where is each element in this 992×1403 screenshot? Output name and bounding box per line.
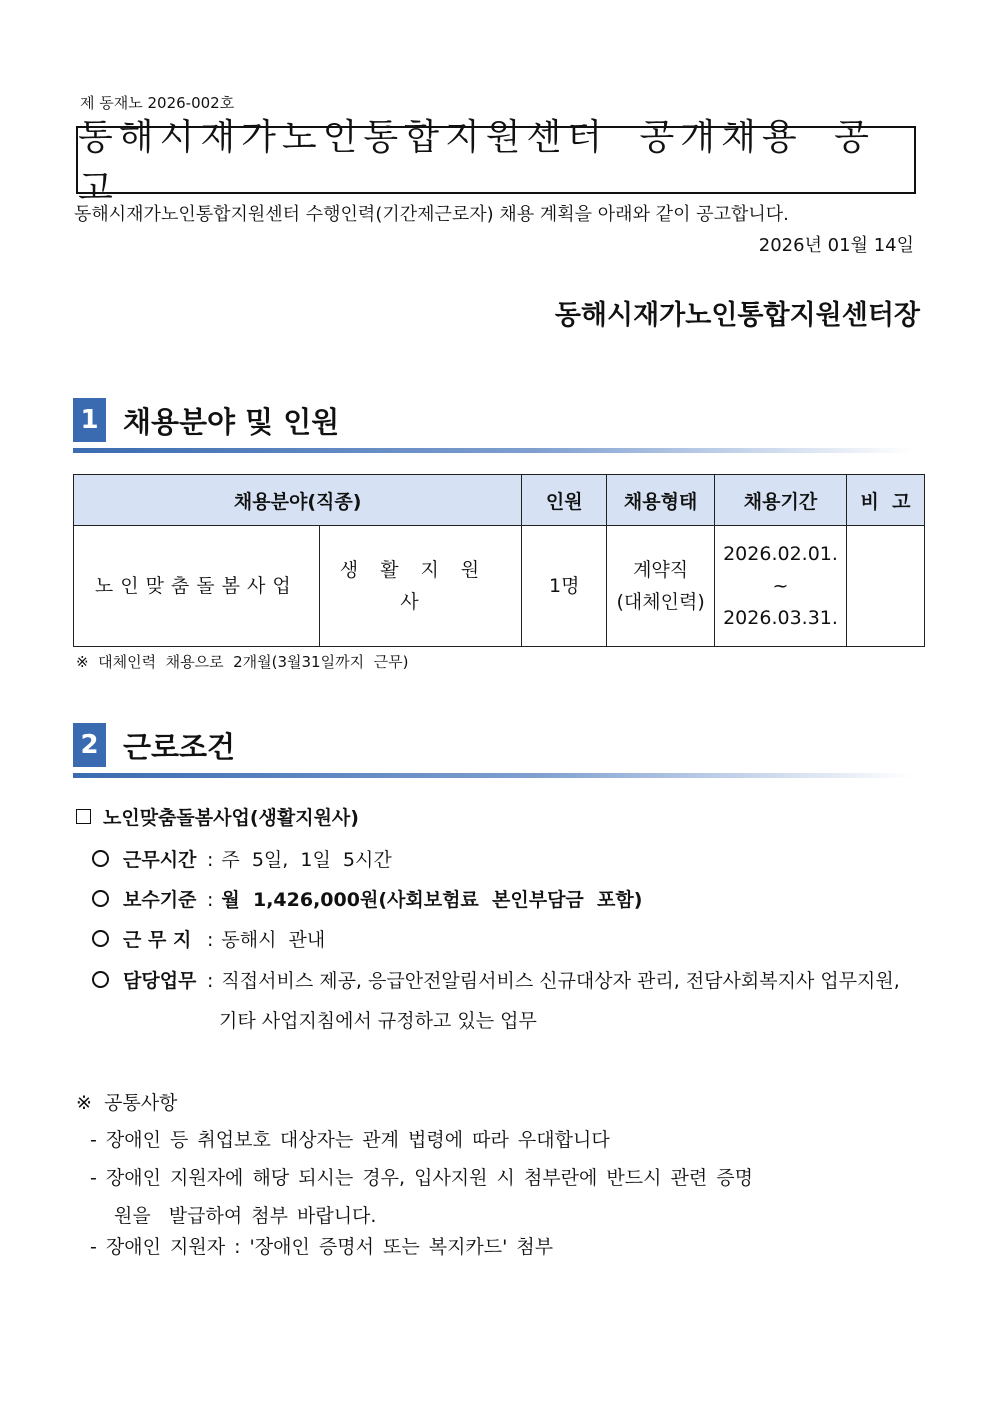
common-item: - 장애인 지원자에 해당 되시는 경우, 입사지원 시 첨부란에 반드시 관련 증명: [90, 1167, 753, 1189]
circle-bullet-icon: [92, 850, 109, 867]
header-remark: 비 고: [847, 475, 925, 526]
condition-label: 근무시간: [123, 849, 197, 871]
table-note: ※ 대체인력 채용으로 2개월(3월31일까지 근무): [76, 653, 409, 671]
page-title: 동해시재가노인통합지원센터 공개채용 공고: [78, 117, 875, 209]
section-rule: [73, 773, 913, 778]
type-line2: (대체인력): [616, 591, 705, 613]
condition-label: 보수기준: [123, 889, 197, 911]
common-item: - 장애인 등 취업보호 대상자는 관계 법령에 따라 우대합니다: [90, 1129, 610, 1151]
table-row: [74, 526, 925, 647]
circle-bullet-icon: [92, 890, 109, 907]
type-line1: 계약직: [633, 559, 689, 581]
table-header-row: [74, 475, 925, 526]
condition-duties: 담당업무 : 직접서비스 제공, 응급안전알림서비스 신규대상자 관리, 전담사회복지사 업무지원,: [92, 966, 900, 993]
common-item-cont: 원을 발급하여 첨부 바랍니다.: [114, 1205, 377, 1227]
header-type: 채용형태: [607, 475, 715, 526]
section-number: 2: [73, 723, 106, 767]
section-title: 근로조건: [123, 730, 236, 764]
condition-value: 동해시 관내: [221, 929, 326, 951]
subheading: [76, 803, 359, 830]
section-rule: [73, 448, 913, 453]
cell-project: 노인맞춤돌봄사업: [74, 526, 320, 647]
header-field: 채용분야(직종): [74, 475, 522, 526]
cell-remark: [847, 526, 925, 647]
intro-text: 동해시재가노인통합지원센터 수행인력(기간제근로자) 채용 계획을 아래와 같이 공고합니다.: [74, 204, 789, 225]
condition-label: 담당업무: [123, 970, 197, 992]
common-item: - 장애인 지원자 : '장애인 증명서 또는 복지카드' 첨부: [90, 1236, 554, 1258]
condition-location: 근 무 지 : 동해시 관내: [92, 925, 325, 952]
cell-job: 생활지원사: [319, 526, 522, 647]
common-heading: ※ 공통사항: [76, 1092, 178, 1114]
condition-hours: 근무시간 : 주 5일, 1일 5시간: [92, 845, 392, 872]
section-number: 1: [73, 398, 106, 442]
circle-bullet-icon: [92, 930, 109, 947]
condition-pay: 보수기준 : 월 1,426,000원(사회보험료 본인부담금 포함): [92, 885, 642, 912]
subheading-text: 노인맞춤돌봄사업(생활지원사): [103, 807, 359, 829]
issuer: 동해시재가노인통합지원센터장: [554, 300, 920, 331]
cell-type: [607, 526, 715, 647]
title-box: [76, 117, 916, 209]
checkbox-square-icon: [76, 809, 91, 824]
condition-value: 월 1,426,000원(사회보험료 본인부담금 포함): [221, 889, 643, 911]
section-title: 채용분야 및 인원: [123, 405, 340, 439]
document-number: 제 동재노 2026-002호: [80, 94, 235, 112]
period-start: 2026.02.01.: [723, 543, 838, 565]
period-end: 2026.03.31.: [723, 607, 838, 629]
header-count: 인원: [522, 475, 607, 526]
period-separator: ~: [772, 575, 789, 597]
recruitment-table: [73, 474, 925, 647]
cell-period: [715, 526, 847, 647]
condition-value: 직접서비스 제공, 응급안전알림서비스 신규대상자 관리, 전담사회복지사 업무지원,: [221, 970, 900, 992]
section-1-header: [73, 398, 913, 442]
circle-bullet-icon: [92, 971, 109, 988]
duties-continued: 기타 사업지침에서 규정하고 있는 업무: [219, 1010, 537, 1032]
section-2-header: [73, 723, 913, 767]
cell-count: 1명: [522, 526, 607, 647]
announcement-date: 2026년 01월 14일: [758, 235, 914, 256]
condition-label: 근 무 지: [123, 929, 192, 951]
header-period: 채용기간: [715, 475, 847, 526]
condition-value: 주 5일, 1일 5시간: [221, 849, 392, 871]
